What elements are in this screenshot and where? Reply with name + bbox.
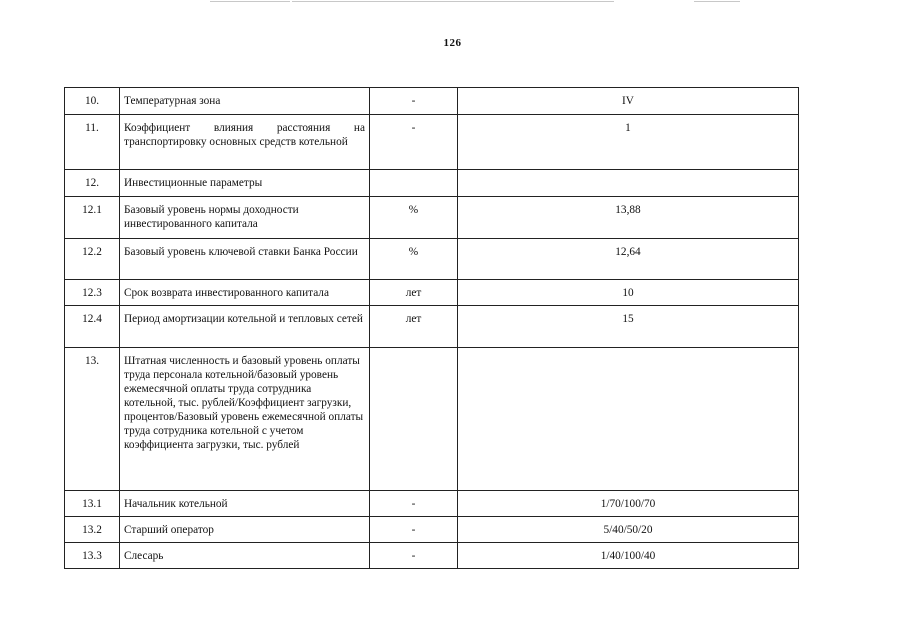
row-number: 13.3 <box>65 543 120 569</box>
parameter-name: Начальник котельной <box>120 491 370 517</box>
unit-cell: % <box>370 239 458 280</box>
value-cell <box>458 170 799 197</box>
table-row <box>65 543 799 569</box>
table-row <box>65 170 799 197</box>
unit-cell: - <box>370 491 458 517</box>
row-number: 13.2 <box>65 517 120 543</box>
row-number: 13. <box>65 348 120 491</box>
value-cell: 1/70/100/70 <box>458 491 799 517</box>
unit-cell: лет <box>370 280 458 306</box>
table-row <box>65 517 799 543</box>
table-row <box>65 280 799 306</box>
table-row <box>65 197 799 239</box>
unit-cell: - <box>370 88 458 115</box>
row-number: 12.1 <box>65 197 120 239</box>
parameter-name: Штатная численность и базовый уровень оплаты труда персонала котельной/базовый уровень ежемесячной оплаты труда сотрудника котельной, тыс. рублей/Коэффициент загрузки, процентов/Базовый уровень ежемесячной оплаты труда сотрудника котельной с учетом коэффициента загрузки, тыс. рублей <box>120 348 370 491</box>
table-row <box>65 88 799 115</box>
scan-artifact-line <box>694 1 740 2</box>
value-cell: 12,64 <box>458 239 799 280</box>
parameter-name: Срок возврата инвестированного капитала <box>120 280 370 306</box>
page-number: 126 <box>443 37 462 49</box>
unit-cell <box>370 170 458 197</box>
parameter-name: Слесарь <box>120 543 370 569</box>
table-row <box>65 115 799 170</box>
unit-cell: - <box>370 517 458 543</box>
row-number: 12.4 <box>65 306 120 348</box>
row-number: 10. <box>65 88 120 115</box>
row-number: 12. <box>65 170 120 197</box>
parameter-name: Температурная зона <box>120 88 370 115</box>
parameter-name: Базовый уровень нормы доходности инвестированного капитала <box>120 197 370 239</box>
unit-cell: - <box>370 115 458 170</box>
parameter-name: Инвестиционные параметры <box>120 170 370 197</box>
row-number: 11. <box>65 115 120 170</box>
table-row <box>65 239 799 280</box>
parameter-name: Старший оператор <box>120 517 370 543</box>
row-number: 13.1 <box>65 491 120 517</box>
unit-cell <box>370 348 458 491</box>
value-cell: IV <box>458 88 799 115</box>
parameter-name: Базовый уровень ключевой ставки Банка России <box>120 239 370 280</box>
value-cell: 5/40/50/20 <box>458 517 799 543</box>
value-cell: 1 <box>458 115 799 170</box>
table-row <box>65 306 799 348</box>
table-row <box>65 348 799 491</box>
unit-cell: - <box>370 543 458 569</box>
scan-artifact-line <box>210 1 290 2</box>
parameter-name: Период амортизации котельной и тепловых сетей <box>120 306 370 348</box>
unit-cell: лет <box>370 306 458 348</box>
value-cell: 13,88 <box>458 197 799 239</box>
value-cell <box>458 348 799 491</box>
row-number: 12.3 <box>65 280 120 306</box>
value-cell: 15 <box>458 306 799 348</box>
table-row <box>65 491 799 517</box>
value-cell: 10 <box>458 280 799 306</box>
scan-artifact-line <box>292 1 614 2</box>
row-number: 12.2 <box>65 239 120 280</box>
unit-cell: % <box>370 197 458 239</box>
value-cell: 1/40/100/40 <box>458 543 799 569</box>
parameter-name: Коэффициент влияния расстояния на транспортировку основных средств котельной <box>120 115 370 170</box>
parameters-table <box>64 87 799 569</box>
